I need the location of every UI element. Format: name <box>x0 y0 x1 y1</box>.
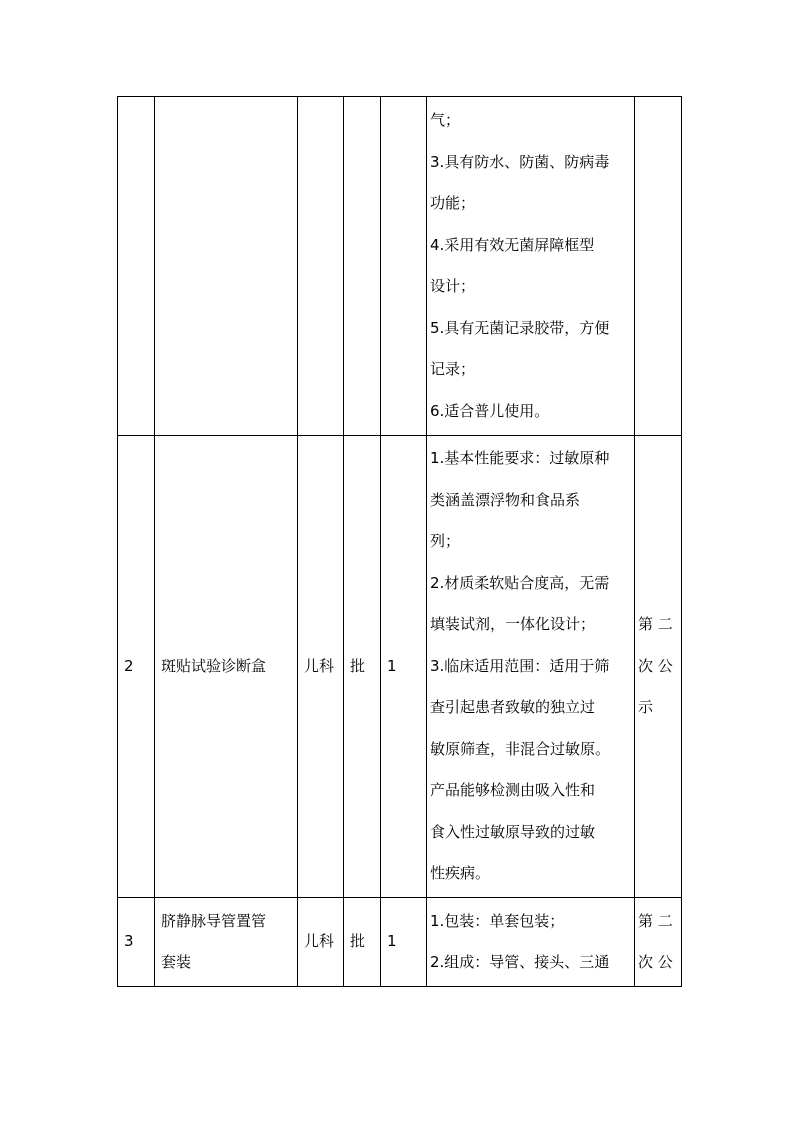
table-row <box>118 898 682 987</box>
spec-line: 4.采用有效无菌屏障框型 <box>430 235 595 254</box>
specification-cell <box>427 436 635 898</box>
remark-line: 次 公 <box>638 656 673 675</box>
spec-line: 1.包装：单套包装； <box>430 911 565 930</box>
row-number-cell <box>118 97 155 436</box>
table-row <box>118 97 682 436</box>
spec-line: 食入性过敏原导致的过敏 <box>430 822 596 841</box>
remark-line: 示 <box>638 698 654 717</box>
remark-line: 次 公 <box>638 953 673 971</box>
spec-line: 5.具有无菌记录胶带，方便 <box>430 318 610 337</box>
product-name-cell: 斑贴试验诊断盒 <box>155 436 298 898</box>
spec-line: 3.临床适用范围：适用于筛 <box>430 656 610 675</box>
quantity-cell: 1 <box>381 898 427 987</box>
department-cell: 儿科 <box>298 898 344 987</box>
spec-line: 气； <box>430 111 461 129</box>
spec-line: 1.基本性能要求：过敏原种 <box>430 449 610 468</box>
spec-line: 设计； <box>430 277 476 295</box>
spec-line: 记录； <box>430 360 476 378</box>
procurement-table <box>117 96 682 987</box>
specification-cell <box>427 898 635 987</box>
department-cell <box>298 97 344 436</box>
spec-line: 6.适合普儿使用。 <box>430 401 550 420</box>
department-cell: 儿科 <box>298 436 344 898</box>
product-name-line: 套装 <box>161 953 192 971</box>
spec-line: 查引起患者致敏的独立过 <box>430 698 596 717</box>
spec-line: 2.材质柔软贴合度高，无需 <box>430 573 610 592</box>
spec-line: 产品能够检测由吸入性和 <box>430 781 596 800</box>
product-name-cell <box>155 97 298 436</box>
spec-line: 填装试剂，一体化设计； <box>430 615 596 634</box>
spec-line: 敏原筛查，非混合过敏原。 <box>430 739 611 758</box>
quantity-cell: 1 <box>381 436 427 898</box>
spec-line: 性疾病。 <box>430 864 491 883</box>
unit-cell: 批 <box>344 436 381 898</box>
spec-line: 列； <box>430 532 461 551</box>
row-number-cell: 3 <box>118 898 155 987</box>
spec-line: 2.组成：导管、接头、三通 <box>430 953 610 971</box>
spec-line: 功能； <box>430 194 476 212</box>
product-name-cell <box>155 898 298 987</box>
unit-cell: 批 <box>344 898 381 987</box>
remark-line: 第 二 <box>638 615 673 634</box>
spec-line: 类涵盖漂浮物和食品系 <box>430 490 581 509</box>
remark-cell <box>635 97 682 436</box>
unit-cell <box>344 97 381 436</box>
spec-line: 3.具有防水、防菌、防病毒 <box>430 152 610 171</box>
product-name-line: 脐静脉导管置管 <box>161 911 267 930</box>
specification-cell <box>427 97 635 436</box>
remark-cell <box>635 436 682 898</box>
remark-cell <box>635 898 682 987</box>
table-row <box>118 436 682 898</box>
remark-line: 第 二 <box>638 911 673 930</box>
row-number-cell: 2 <box>118 436 155 898</box>
quantity-cell <box>381 97 427 436</box>
